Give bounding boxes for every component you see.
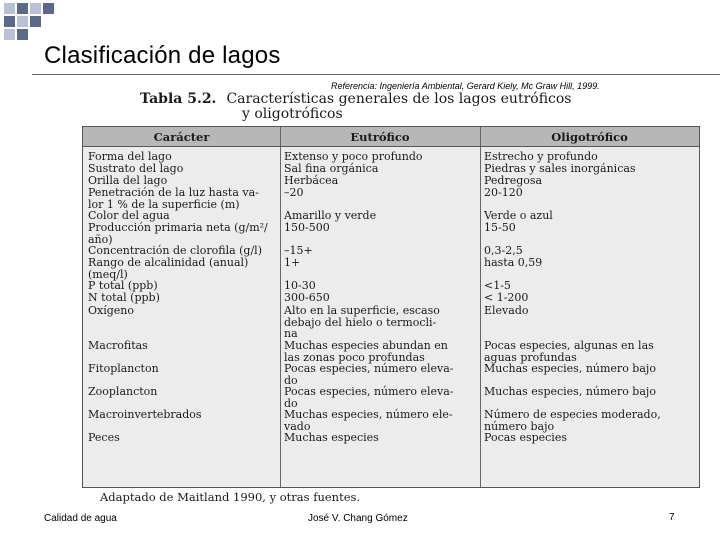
- cell-eutrofico: 1+: [284, 256, 301, 269]
- cell-oligotrofico: Elevado: [484, 304, 529, 317]
- cell-oligotrofico: aguas profundas: [484, 350, 577, 364]
- cell-caracter: Oxígeno: [88, 304, 134, 317]
- deco-square: [43, 3, 54, 14]
- cell-caracter: Producción primaria neta (g/m²/: [88, 221, 268, 234]
- cell-eutrofico: Herbácea: [284, 174, 339, 187]
- deco-square: [30, 16, 41, 27]
- cell-eutrofico: Muchas especies abundan en: [284, 339, 448, 352]
- cell-oligotrofico: Piedras y sales inorgánicas: [484, 162, 636, 175]
- cell-eutrofico: Muchas especies, número ele-: [284, 408, 453, 421]
- cell-oligotrofico: Pedregosa: [484, 174, 543, 187]
- cell-eutrofico: 10-30: [284, 279, 316, 292]
- deco-square: [4, 3, 15, 14]
- cell-caracter: Forma del lago: [88, 150, 172, 163]
- cell-caracter: Orilla del lago: [88, 174, 168, 187]
- cell-oligotrofico: Muchas especies, número bajo: [484, 362, 656, 375]
- cell-caracter: Macroinvertebrados: [88, 408, 202, 421]
- cell-oligotrofico: Verde o azul: [484, 209, 553, 222]
- cell-oligotrofico: 15-50: [484, 221, 516, 234]
- deco-square: [4, 29, 15, 40]
- page-number: 7: [669, 512, 675, 523]
- comparison-table: [82, 126, 700, 488]
- cell-caracter: P total (ppb): [88, 279, 158, 292]
- deco-square: [17, 3, 28, 14]
- cell-caracter: Rango de alcalinidad (anual): [88, 256, 249, 269]
- table-caption: [140, 92, 571, 122]
- deco-square: [17, 29, 28, 40]
- cell-oligotrofico: Estrecho y profundo: [484, 150, 598, 163]
- cell-caracter: Color del agua: [88, 209, 170, 222]
- table-caption-line1: Características generales de los lagos eutróficos: [226, 91, 572, 107]
- cell-eutrofico: Muchas especies: [284, 431, 379, 444]
- scanned-table-image: [80, 90, 702, 510]
- cell-eutrofico: –15+: [284, 244, 313, 257]
- table-caption-label: Tabla 5.2.: [140, 91, 217, 107]
- cell-eutrofico: Sal fina orgánica: [284, 162, 379, 175]
- column-divider: [280, 127, 281, 487]
- cell-eutrofico: Alto en la superficie, escaso: [284, 304, 440, 317]
- cell-caracter: Sustrato del lago: [88, 162, 184, 175]
- reference-text: Referencia: Ingeniería Ambiental, Gerard Kiely, Mc Graw Hill, 1999.: [331, 81, 600, 91]
- header-eutrofico: Eutrófico: [350, 130, 410, 144]
- cell-oligotrofico: Número de especies moderado,: [484, 408, 661, 421]
- cell-eutrofico: Extenso y poco profundo: [284, 150, 423, 163]
- cell-caracter: Macrofitas: [88, 339, 148, 352]
- cell-oligotrofico: hasta 0,59: [484, 256, 543, 269]
- cell-caracter: lor 1 % de la superficie (m): [88, 197, 240, 211]
- deco-square: [4, 16, 15, 27]
- cell-caracter: año): [88, 232, 113, 246]
- cell-caracter: Fitoplancton: [88, 362, 159, 375]
- cell-oligotrofico: Pocas especies, algunas en las: [484, 339, 654, 352]
- cell-eutrofico: do: [284, 373, 298, 387]
- table-caption-line2: y oligotróficos: [242, 106, 343, 122]
- deco-square: [30, 3, 41, 14]
- cell-caracter: Zooplancton: [88, 385, 158, 398]
- title-divider: [32, 74, 720, 75]
- cell-eutrofico: na: [284, 327, 298, 340]
- cell-oligotrofico: Pocas especies: [484, 431, 567, 444]
- table-header-row: [83, 127, 699, 147]
- cell-oligotrofico: < 1-200: [484, 291, 529, 304]
- cell-oligotrofico: Muchas especies, número bajo: [484, 385, 656, 398]
- cell-oligotrofico: 20-120: [484, 186, 523, 199]
- cell-caracter: (meq/l): [88, 267, 128, 281]
- decorative-squares: [0, 0, 60, 45]
- column-divider: [480, 127, 481, 487]
- cell-oligotrofico: 0,3-2,5: [484, 244, 523, 257]
- deco-square: [17, 16, 28, 27]
- cell-eutrofico: Pocas especies, número eleva-: [284, 362, 454, 375]
- cell-eutrofico: 300-650: [284, 291, 330, 304]
- slide-title: Clasificación de lagos: [44, 42, 281, 69]
- cell-caracter: Peces: [88, 431, 120, 444]
- cell-eutrofico: 150-500: [284, 221, 330, 234]
- cell-eutrofico: Amarillo y verde: [284, 209, 377, 222]
- cell-eutrofico: –20: [284, 186, 304, 199]
- cell-eutrofico: las zonas poco profundas: [284, 350, 425, 364]
- cell-eutrofico: do: [284, 396, 298, 410]
- header-caracter: Carácter: [153, 130, 210, 144]
- cell-oligotrofico: <1-5: [484, 279, 511, 292]
- cell-caracter: N total (ppb): [88, 291, 160, 304]
- cell-eutrofico: Pocas especies, número eleva-: [284, 385, 454, 398]
- cell-eutrofico: debajo del hielo o termocli-: [284, 315, 437, 329]
- footer-author: José V. Chang Gómez: [308, 513, 408, 524]
- footer-left: Calidad de agua: [44, 513, 117, 524]
- cell-oligotrofico: número bajo: [484, 419, 555, 433]
- cell-caracter: Penetración de la luz hasta va-: [88, 186, 259, 199]
- cell-eutrofico: vado: [284, 419, 311, 433]
- table-footnote: Adaptado de Maitland 1990, y otras fuentes.: [100, 490, 361, 504]
- header-oligotrofico: Oligotrófico: [551, 130, 628, 144]
- cell-caracter: Concentración de clorofila (g/l): [88, 244, 262, 257]
